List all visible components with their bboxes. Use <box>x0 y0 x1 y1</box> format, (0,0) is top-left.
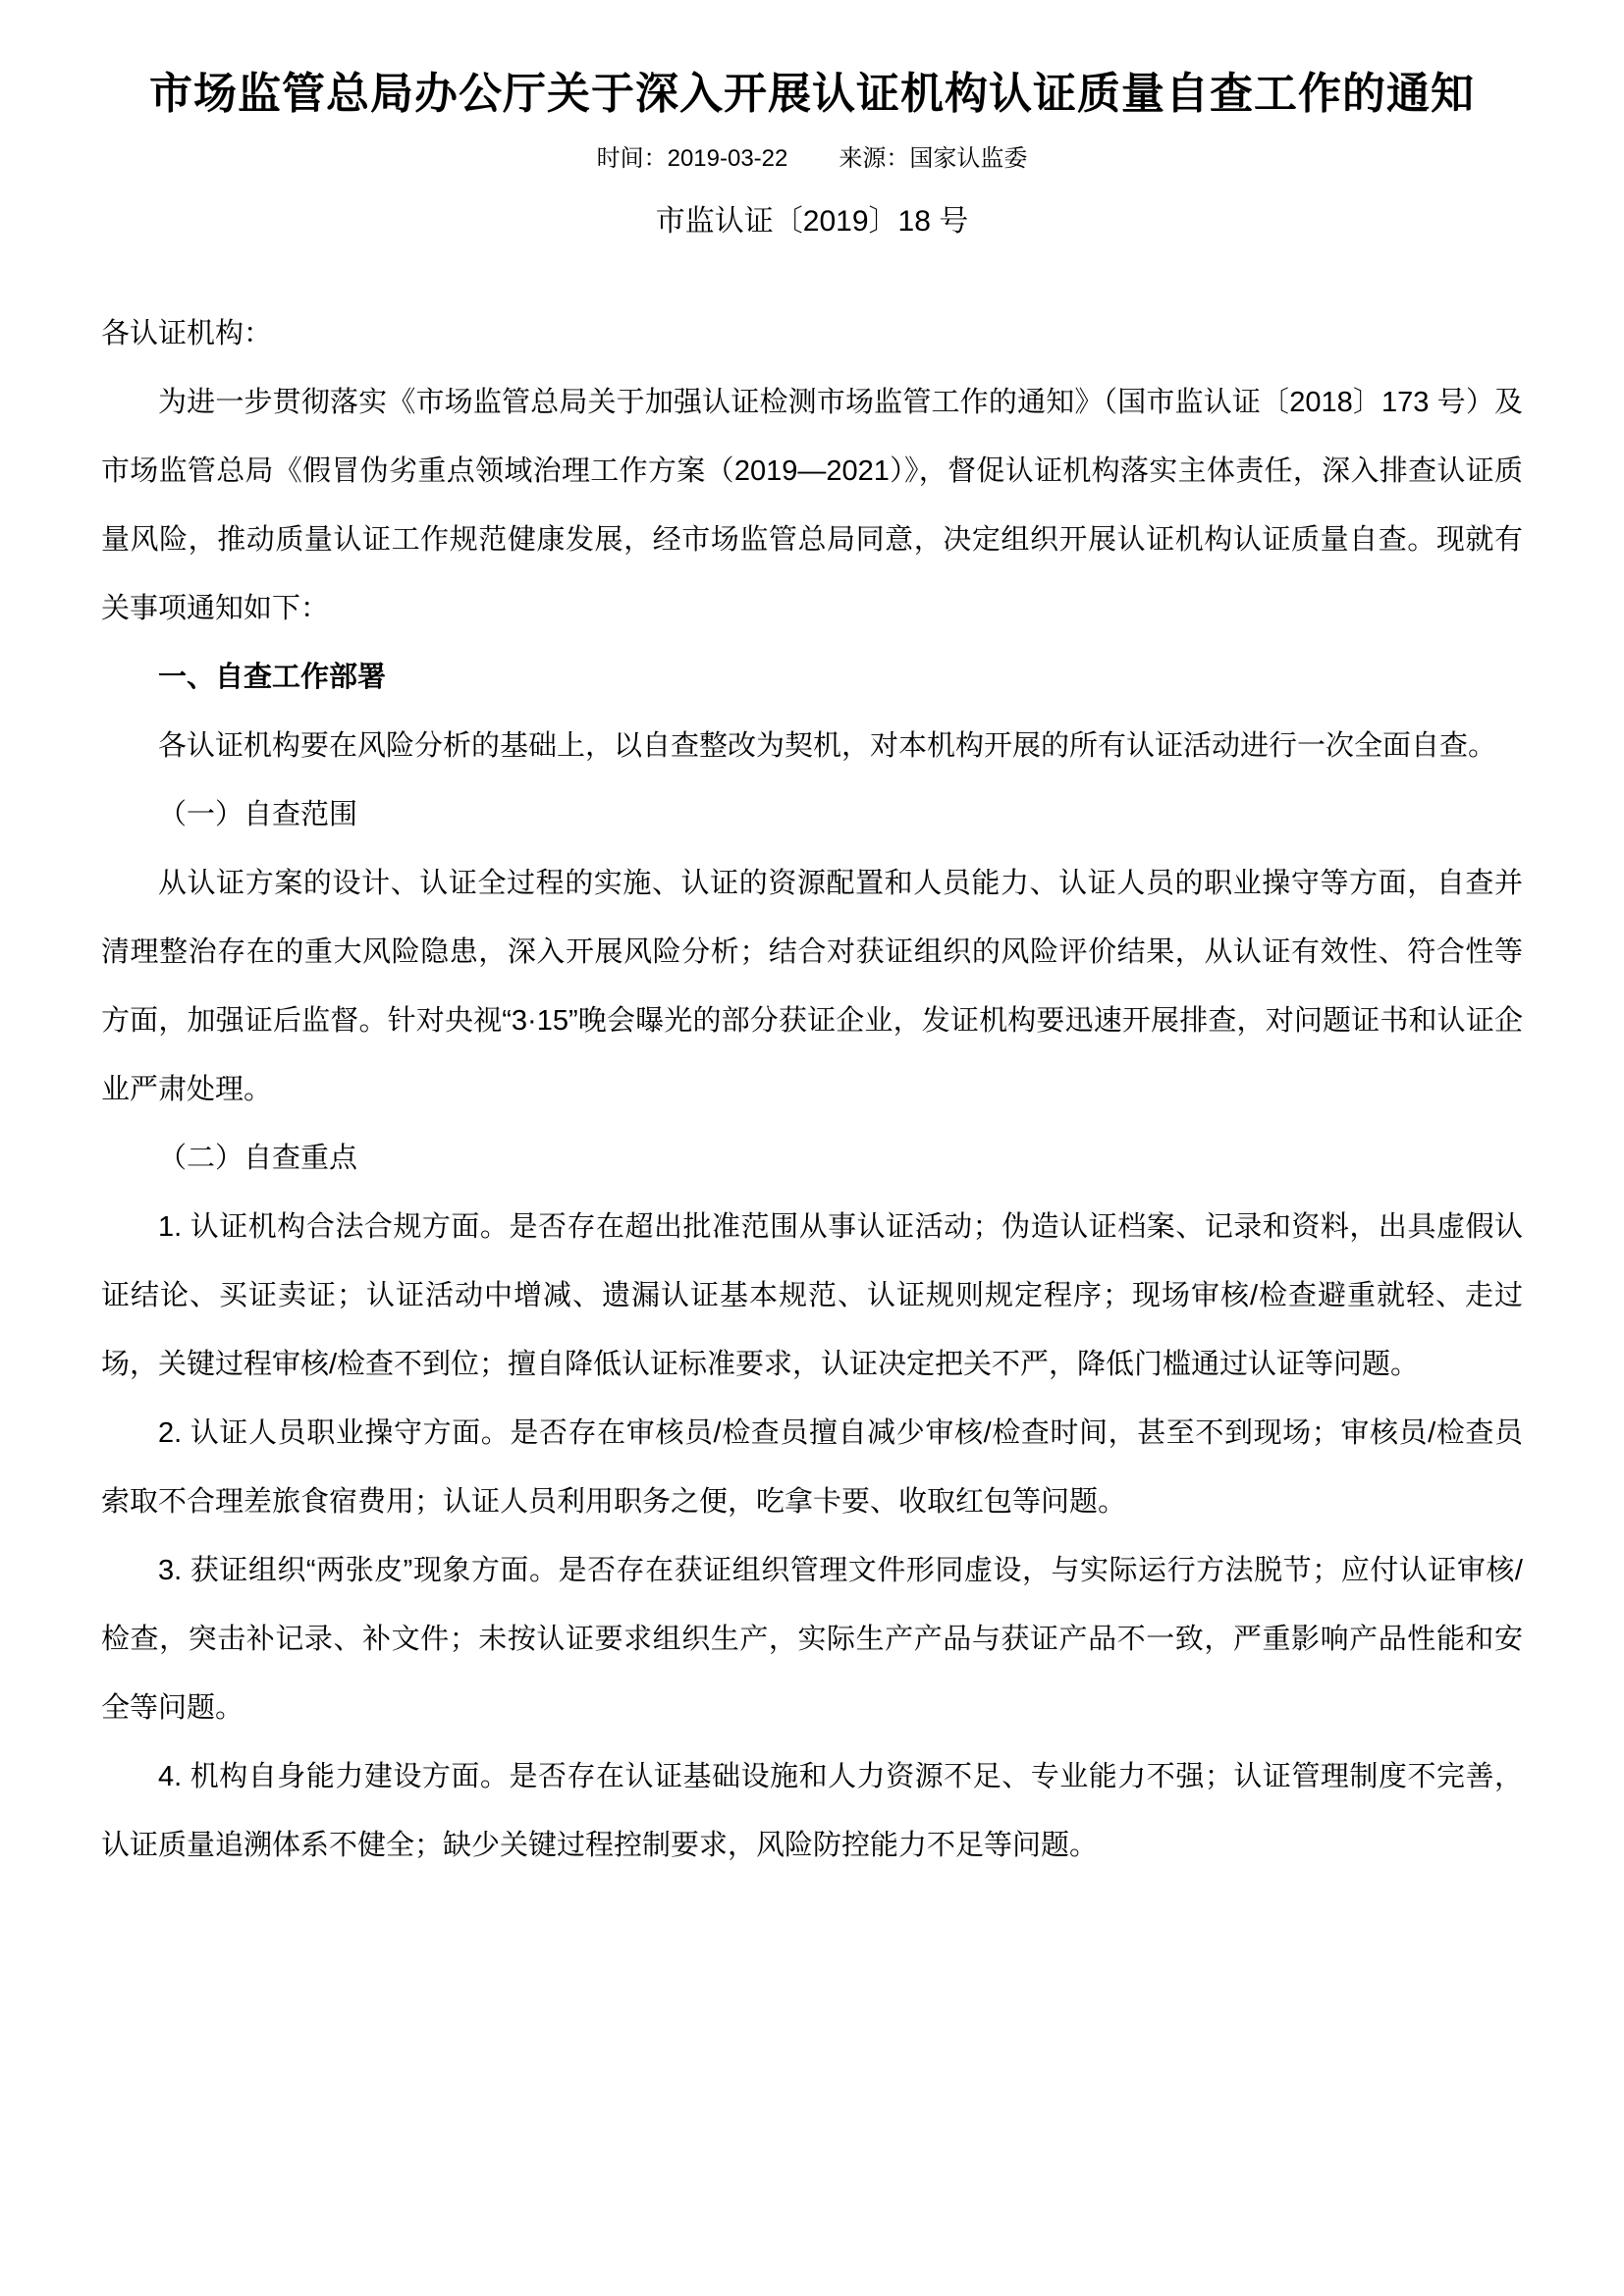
document-body <box>101 299 1523 1880</box>
subsection-heading-scope: （一）自查范围 <box>158 798 358 830</box>
document-number: 市监认证〔2019〕18 号 <box>655 204 969 238</box>
salutation: 各认证机构： <box>101 317 273 349</box>
document-meta <box>101 142 1523 176</box>
paragraph-focus-item-3: 3. 获证组织“两张皮”现象方面。是否存在获证组织管理文件形同虚设，与实际运行方法脱节；应付认证审核/检查，突击补记录、补文件；未按认证要求组织生产，实际生产产品与获证产品不一致，严重影响产品性能和安全等问题。 <box>101 1554 1523 1724</box>
paragraph-focus-item-4: 4. 机构自身能力建设方面。是否存在认证基础设施和人力资源不足、专业能力不强；认证管理制度不完善，认证质量追溯体系不健全；缺少关键过程控制要求，风险防控能力不足等问题。 <box>101 1760 1523 1861</box>
publish-source: 来源：国家认监委 <box>839 145 1028 173</box>
section-heading-1: 一、自查工作部署 <box>158 661 387 693</box>
publish-time: 时间：2019-03-22 <box>596 145 788 173</box>
paragraph-focus-item-2: 2. 认证人员职业操守方面。是否存在审核员/检查员擅自减少审核/检查时间，甚至不到现场；审核员/检查员索取不合理差旅食宿费用；认证人员利用职务之便，吃拿卡要、收取红包等问题。 <box>101 1416 1523 1518</box>
paragraph-intro: 为进一步贯彻落实《市场监管总局关于加强认证检测市场监管工作的通知》（国市监认证〔2018〕173 号）及市场监管总局《假冒伪劣重点领域治理工作方案（2019—2021）》，督促认证机构落实主体责任，深入排查认证质量风险，推动质量认证工作规范健康发展，经市场监管总局同意，决定组织开展认证机构认证质量自查。现就有关事项通知如下： <box>101 386 1523 624</box>
paragraph-scope: 从认证方案的设计、认证全过程的实施、认证的资源配置和人员能力、认证人员的职业操守等方面，自查并清理整治存在的重大风险隐患，深入开展风险分析；结合对获证组织的风险评价结果，从认证有效性、符合性等方面，加强证后监督。针对央视“3·15”晚会曝光的部分获证企业，发证机构要迅速开展排查，对问题证书和认证企业严肃处理。 <box>101 867 1523 1105</box>
paragraph-focus-item-1: 1. 认证机构合法合规方面。是否存在超出批准范围从事认证活动；伪造认证档案、记录和资料，出具虚假认证结论、买证卖证；认证活动中增减、遗漏认证基本规范、认证规则规定程序；现场审核/检查避重就轻、走过场，关键过程审核/检查不到位；擅自降低认证标准要求，认证决定把关不严，降低门槛通过认证等问题。 <box>101 1210 1523 1380</box>
document-title: 市场监管总局办公厅关于深入开展认证机构认证质量自查工作的通知 <box>149 70 1475 118</box>
paragraph-deployment: 各认证机构要在风险分析的基础上，以自查整改为契机，对本机构开展的所有认证活动进行一次全面自查。 <box>158 729 1497 762</box>
subsection-heading-focus: （二）自查重点 <box>158 1142 358 1174</box>
